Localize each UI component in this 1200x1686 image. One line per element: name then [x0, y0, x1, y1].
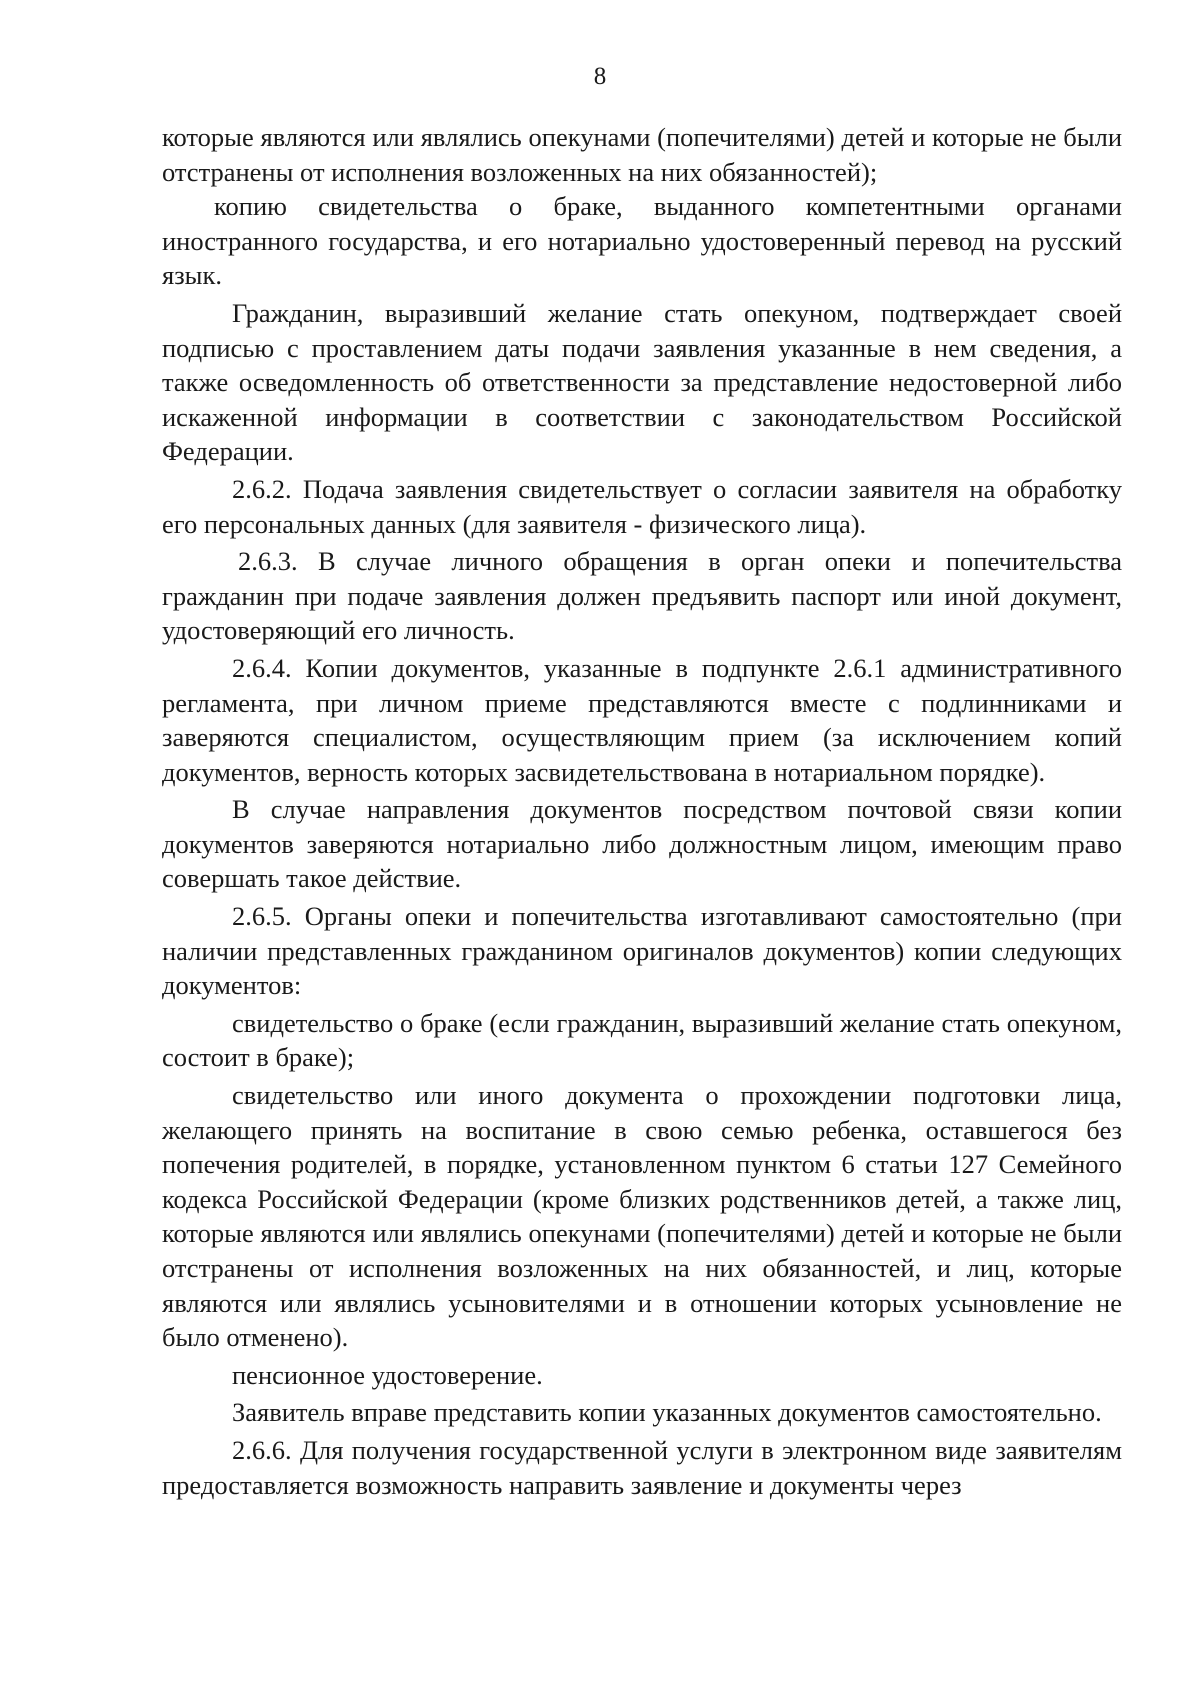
page-number: 8: [593, 63, 607, 90]
list-item-marriage-certificate: свидетельство о браке (если гражданин, выразивший желание стать опекуном, состоит в браке);: [162, 1007, 1122, 1073]
paragraph-citizen-signature: Гражданин, выразивший желание стать опекуном, подтверждает своей подписью с проставлением даты подачи заявления указанные в нем сведения, а также осведомленность об ответственности за представление недостоверной либо искаженной информации в соответствии с законодательством Российской Федерации.: [162, 297, 1122, 467]
paragraph-continuation: которые являются или являлись опекунами (попечителями) детей и которые не были отстранены от исполнения возложенных на них обязанностей);: [162, 122, 1122, 187]
paragraph-2-6-5: 2.6.5. Органы опеки и попечительства изготавливают самостоятельно (при наличии представленных гражданином оригиналов документов) копии следующих документов:: [162, 901, 1122, 1001]
list-item-training-certificate: свидетельство или иного документа о прохождении подготовки лица, желающего принять на воспитание в свою семью ребенка, оставшегося без попечения родителей, в порядке, установленном пунктом 6 статьи 127 Семейного кодекса Российской Федерации (кроме близких родственников детей, а также лиц, которые являются или являлись опекунами (попечителями) детей и которые не были отстранены от исполнения возложенных на них обязанностей, и лиц, которые являются или являлись усыновителями и в отношении которых усыновление не было отменено).: [162, 1080, 1122, 1353]
paragraph-postal-copies: В случае направления документов посредством почтовой связи копии документов заверяются нотариально либо должностным лицом, имеющим право совершать такое действие.: [162, 794, 1122, 894]
paragraph-applicant-right: Заявитель вправе представить копии указанных документов самостоятельно.: [232, 1397, 1102, 1428]
paragraph-marriage-certificate-copy: копию свидетельства о браке, выданного компетентными органами иностранного государства, и его нотариально удостоверенный перевод на русский язык.: [162, 191, 1122, 291]
document-body: [162, 120, 1122, 1502]
paragraph-2-6-2: 2.6.2. Подача заявления свидетельствует о согласии заявителя на обработку его персональных данных (для заявителя - физического лица).: [162, 473, 1122, 539]
paragraph-2-6-3: 2.6.3. В случае личного обращения в орган опеки и попечительства гражданин при подаче заявления должен предъявить паспорт или иной документ, удостоверяющий его личность.: [162, 546, 1122, 646]
paragraph-2-6-4: 2.6.4. Копии документов, указанные в подпункте 2.6.1 административного регламента, при личном приеме представляются вместе с подлинниками и заверяются специалистом, осуществляющим прием (за исключением копий документов, верность которых засвидетельствована в нотариальном порядке).: [162, 652, 1122, 787]
paragraph-2-6-6: 2.6.6. Для получения государственной услуги в электронном виде заявителям предоставляется возможность направить заявление и документы через: [162, 1434, 1122, 1500]
list-item-pension-certificate: пенсионное удостоверение.: [232, 1359, 543, 1390]
